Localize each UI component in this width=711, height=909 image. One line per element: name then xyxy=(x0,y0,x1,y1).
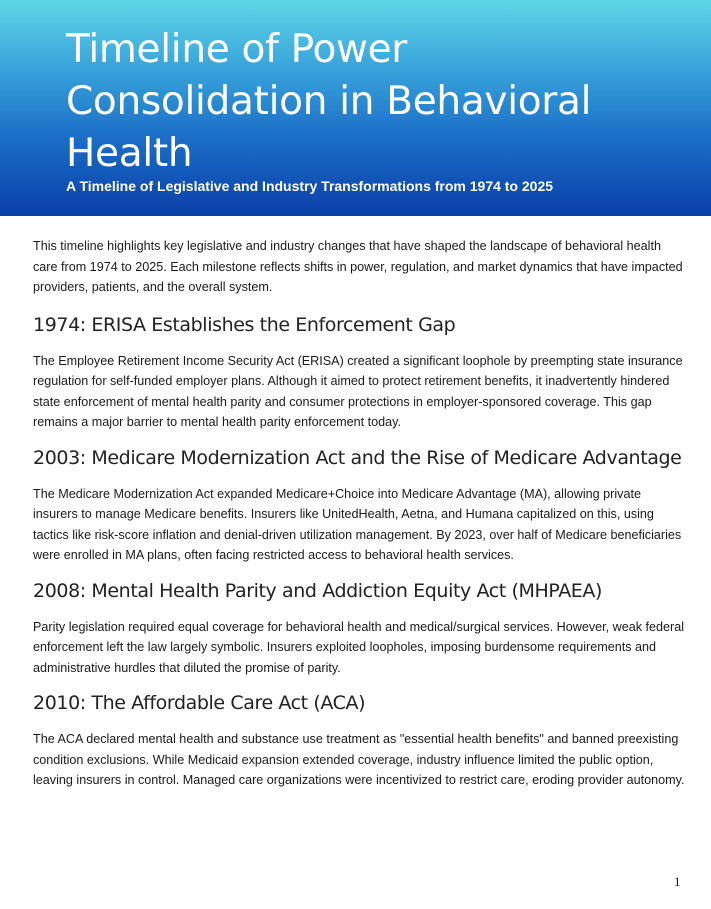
page-title: Timeline of Power Consolidation in Behavioral Health xyxy=(66,27,592,176)
header-banner xyxy=(0,0,711,216)
section-heading: 2008: Mental Health Parity and Addiction Equity Act (MHPAEA) xyxy=(33,579,603,602)
page-number: 1 xyxy=(674,874,681,889)
timeline-section xyxy=(33,689,685,791)
timeline-section xyxy=(33,444,685,566)
section-body: The ACA declared mental health and substance use treatment as "essential health benefits" and banned preexisting condition exclusions. While Medicaid expansion extended coverage, industry influence limited the public option, leaving insurers in control. Managed care organizations were incentivized to restrict care, eroding provider autonomy. xyxy=(33,732,685,787)
section-body: Parity legislation required equal coverage for behavioral health and medical/surgical services. However, weak federal enforcement left the law largely symbolic. Insurers exploited loopholes, imposing burdensome requirements and administrative hurdles that diluted the promise of parity. xyxy=(33,619,685,675)
section-body: The Employee Retirement Income Security Act (ERISA) created a significant loophole by preempting state insurance regulation for self-funded employer plans. Although it aimed to protect retirement benefits, it inadvertently hindered state enforcement of mental health parity and consumer protections in employer-sponsored coverage. This gap remains a major barrier to mental health parity enforcement today. xyxy=(33,353,683,429)
timeline-section xyxy=(33,577,685,679)
page-subtitle: A Timeline of Legislative and Industry Transformations from 1974 to 2025 xyxy=(66,178,554,194)
document-body xyxy=(33,236,685,802)
intro-paragraph: This timeline highlights key legislative and industry changes that have shaped the landscape of behavioral health care from 1974 to 2025. Each milestone reflects shifts in power, regulation, and market dynamics that have impacted providers, patients, and the overall system. xyxy=(33,239,683,294)
section-body: The Medicare Modernization Act expanded Medicare+Choice into Medicare Advantage (MA), allowing private insurers to manage Medicare benefits. Insurers like UnitedHealth, Aetna, and Humana capitalized on this, using tactics like risk-score inflation and denial-driven utilization management. By 2023, over half of Medicare beneficiaries were enrolled in MA plans, often facing restricted access to behavioral health services. xyxy=(33,486,682,562)
section-heading: 1974: ERISA Establishes the Enforcement Gap xyxy=(33,313,456,336)
timeline-section xyxy=(33,311,685,433)
section-heading: 2003: Medicare Modernization Act and the Rise of Medicare Advantage xyxy=(33,446,682,469)
section-heading: 2010: The Affordable Care Act (ACA) xyxy=(33,692,366,714)
